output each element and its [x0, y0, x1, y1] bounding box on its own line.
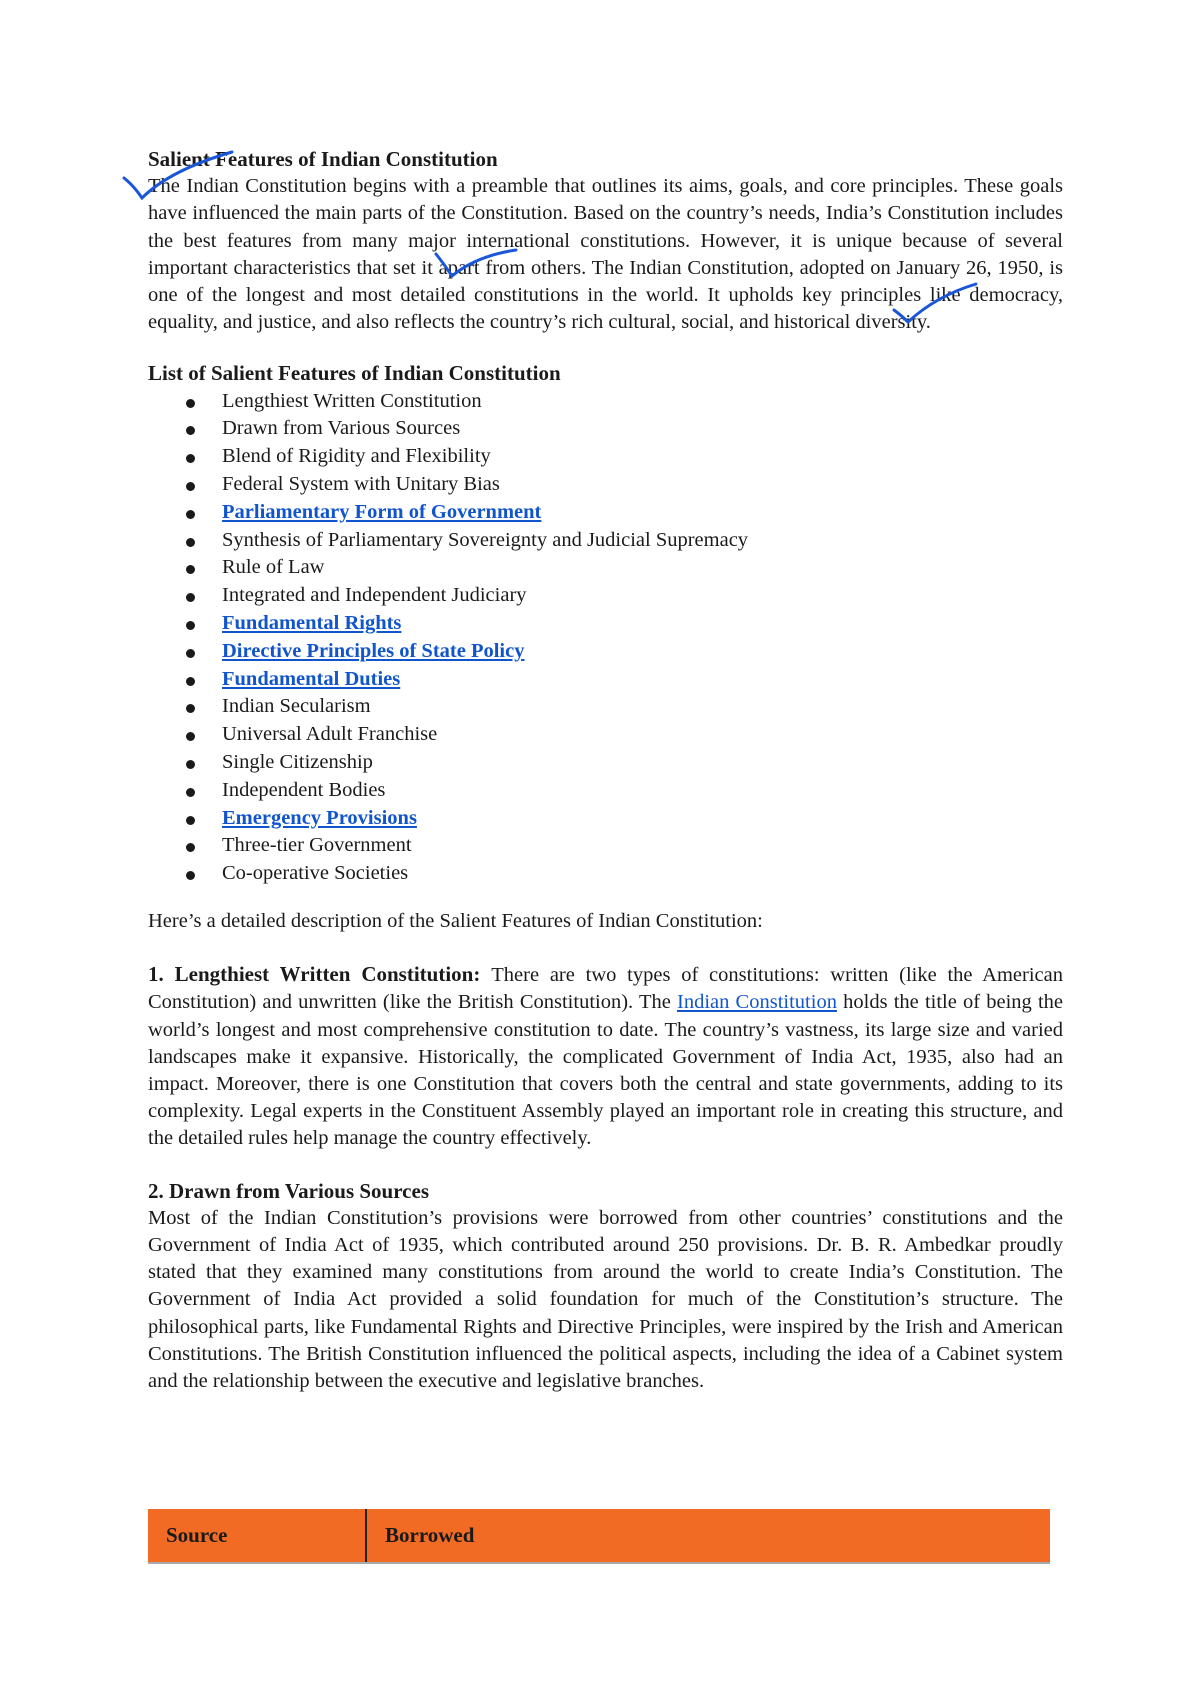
feature-label: Lengthiest Written Constitution — [222, 389, 482, 412]
list-item — [148, 582, 1063, 610]
bullet-icon — [186, 677, 195, 686]
list-item — [148, 388, 1063, 416]
bullet-icon — [186, 843, 195, 852]
page-title: Salient Features of Indian Constitution — [148, 147, 498, 171]
section-1 — [148, 961, 1063, 1152]
section-1-text-a: There are two types of constitutions: written (like the American Constitution) and unwritten (like the British Constitution). The — [148, 964, 1063, 1014]
list-item — [148, 527, 1063, 555]
spacer — [148, 888, 1063, 908]
list-item — [148, 415, 1063, 443]
list-item — [148, 749, 1063, 777]
section-2-text: Most of the Indian Constitution’s provisions were borrowed from other countries’ constitutions and the Government of India Act of 1935, which contributed around 250 provisions. Dr. B. R. Ambedkar proudly stated that they examined many constitutions from around the world to create India’s Constitution. The Government of India Act provided a solid foundation for much of the Constitution’s structure. The philosophical parts, like Fundamental Rights and Directive Principles, were inspired by the Irish and American Constitutions. The British Constitution influenced the political aspects, including the idea of a Cabinet system and the relationship between the executive and legislative branches. — [148, 1206, 1063, 1393]
bullet-icon — [186, 538, 195, 547]
feature-label: Synthesis of Parliamentary Sovereignty and Judicial Supremacy — [222, 528, 749, 551]
list-item — [148, 721, 1063, 749]
list-item — [148, 693, 1063, 721]
spacer — [148, 1153, 1063, 1178]
intro-paragraph: The Indian Constitution begins with a preamble that outlines its aims, goals, and core principles. These goals have influenced the main parts of the Constitution. Based on the country’s needs, India’s Constitution includes the best features from many major international constitutions. However, it is unique because of several important characteristics that set it apart from others. The Indian Constitution, adopted on January 26, 1950, is one of the longest and most detailed constitutions in the world. It upholds key principles like democracy, equality, and justice, and also reflects the country’s rich cultural, social, and historical diversity. — [148, 175, 1063, 334]
feature-label: Indian Secularism — [222, 695, 371, 718]
feature-label: Universal Adult Franchise — [222, 723, 438, 746]
list-item — [148, 443, 1063, 471]
feature-label: Single Citizenship — [222, 750, 373, 773]
list-item[interactable] — [148, 499, 1063, 527]
spacer — [148, 336, 1063, 360]
list-item — [148, 860, 1063, 888]
feature-label: Co-operative Societies — [222, 862, 409, 885]
section-1-text-b: holds the title of being the world’s longest and most comprehensive constitution to date. The country’s vastness, its large size and varied landscapes make it expansive. Historically, the complicated Government of India Act, 1935, also had an impact. Moreover, there is one Constitution that covers both the central and state governments, adding to its complexity. Legal experts in the Constituent Assembly played an important role in creating this structure, and the detailed rules help manage the country effectively. — [148, 991, 1064, 1150]
section-1-heading: 1. Lengthiest Written Constitution — [148, 962, 474, 987]
list-item — [148, 554, 1063, 582]
list-item — [148, 471, 1063, 499]
feature-label: Blend of Rigidity and Flexibility — [222, 445, 491, 468]
feature-label: Integrated and Independent Judiciary — [222, 584, 527, 607]
bullet-icon — [186, 732, 195, 741]
list-item[interactable] — [148, 805, 1063, 833]
bullet-icon — [186, 621, 195, 630]
list-title: List of Salient Features of Indian Constitution — [148, 361, 561, 386]
bullet-icon — [186, 788, 195, 797]
bullet-icon — [186, 760, 195, 769]
feature-label: Rule of Law — [222, 556, 325, 579]
section-2-heading: 2. Drawn from Various Sources — [148, 1178, 429, 1203]
feature-label: Federal System with Unitary Bias — [222, 473, 500, 496]
spacer — [148, 935, 1063, 961]
indian-constitution-link[interactable]: Indian Constitution — [677, 991, 837, 1014]
bullet-icon — [186, 816, 195, 825]
sources-table-header — [148, 1509, 1050, 1564]
feature-link[interactable]: Emergency Provisions — [222, 806, 417, 829]
bullet-icon — [186, 704, 195, 713]
feature-label: Drawn from Various Sources — [222, 417, 461, 440]
bullet-icon — [186, 565, 195, 574]
section-1-colon: : — [473, 962, 492, 987]
feature-link[interactable]: Directive Principles of State Policy — [222, 639, 525, 662]
bullet-icon — [186, 454, 195, 463]
list-item — [148, 777, 1063, 805]
feature-link[interactable]: Parliamentary Form of Government — [222, 500, 542, 523]
feature-link[interactable]: Fundamental Rights — [222, 612, 402, 634]
bullet-icon — [186, 399, 195, 408]
feature-list — [148, 388, 1063, 888]
list-item — [148, 832, 1063, 860]
list-item[interactable] — [148, 610, 1063, 638]
bullet-icon — [186, 482, 195, 491]
bullet-icon — [186, 649, 195, 658]
list-item[interactable] — [148, 666, 1063, 694]
bullet-icon — [186, 510, 195, 519]
bullet-icon — [186, 593, 195, 602]
list-item[interactable] — [148, 638, 1063, 666]
feature-label: Independent Bodies — [222, 778, 386, 801]
detail-intro: Here’s a detailed description of the Salient Features of Indian Constitution: — [148, 909, 763, 932]
feature-link[interactable]: Fundamental Duties — [222, 667, 401, 690]
feature-label: Three-tier Government — [222, 834, 412, 857]
table-header-borrowed: Borrowed — [385, 1523, 475, 1547]
bullet-icon — [186, 426, 195, 435]
document-page — [148, 146, 1063, 1395]
table-header-source: Source — [148, 1509, 367, 1562]
bullet-icon — [186, 871, 195, 880]
